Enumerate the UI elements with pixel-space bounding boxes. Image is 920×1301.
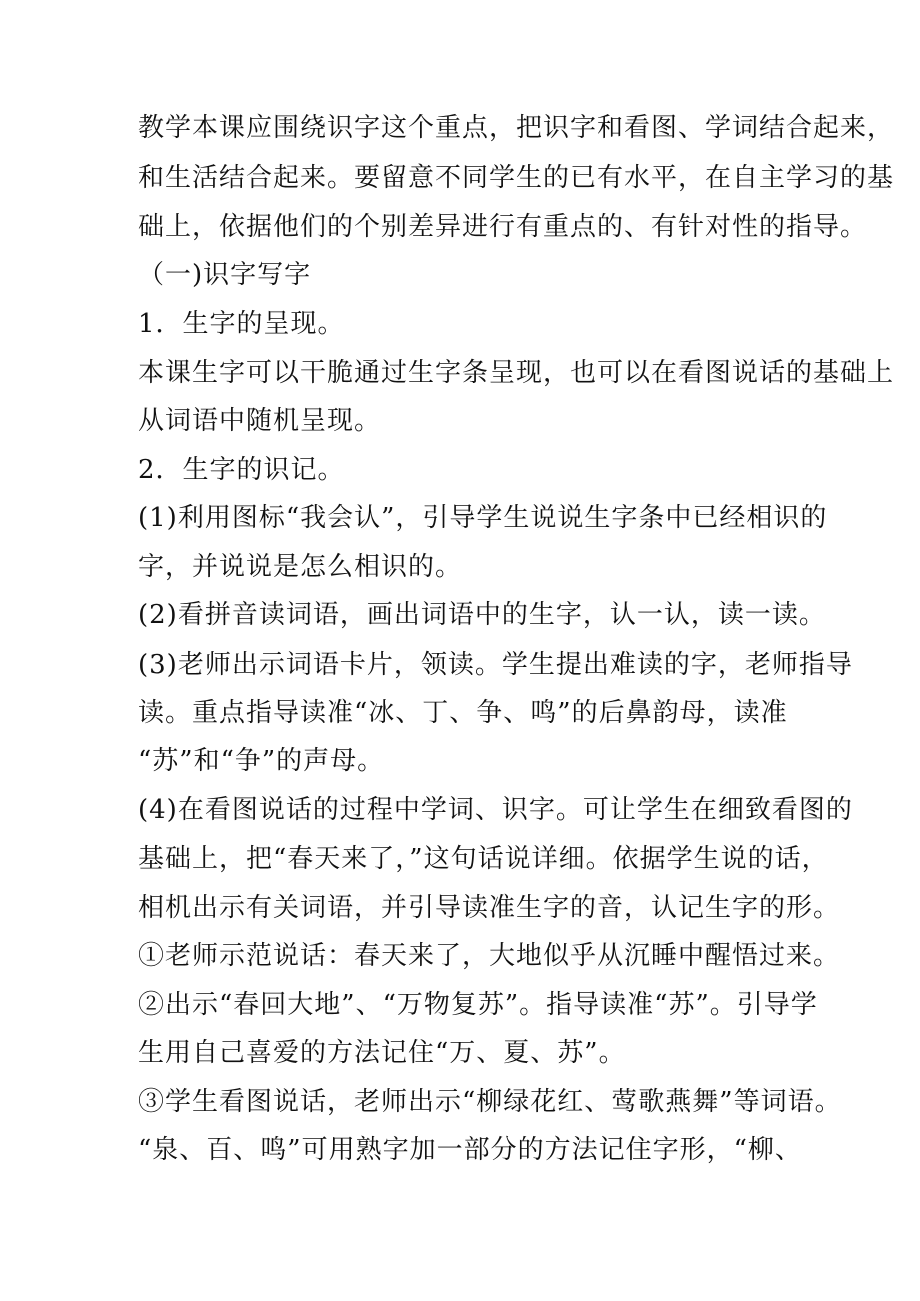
text-line-22: “泉、百、鸣”可用熟字加一部分的方法记住字形，“柳、 [138,1135,802,1165]
text-line-13: 读。重点指导读准“冰、丁、争、鸣”的后鼻韵母，读准 [138,698,788,728]
section-heading: （一)识字写字 [138,260,312,290]
list-item-2: (2)看拼音读词语，画出词语中的生字，认一认，读一读。 [138,600,826,630]
text-line-16: 基础上，把“春天来了，”这句话说详细。依据学生说的话， [138,844,829,874]
text-line-7: 从词语中随机呈现。 [138,406,382,436]
text-line-3: 础上，依据他们的个别差异进行有重点的、有针对性的指导。 [138,212,868,242]
text-line-2: 和生活结合起来。要留意不同学生的已有水平，在自主学习的基 [138,163,895,193]
text-line-20: 生用自己喜爱的方法记住“万、夏、苏”。 [138,1038,626,1068]
subheading-2: 2．生字的识记。 [138,455,345,485]
step-item-1: ①老师示范说话：春天来了，大地似乎从沉睡中醒悟过来。 [138,941,841,971]
text-line-10: 字，并说说是怎么相识的。 [138,552,463,582]
text-line-17: 相机出示有关词语，并引导读准生字的音，认记生字的形。 [138,893,841,923]
list-item-3: (3)老师出示词语卡片，领读。学生提出难读的字，老师指导 [138,650,853,680]
subheading-1: 1．生字的呈现。 [138,309,345,339]
text-line-6: 本课生字可以干脆通过生字条呈现，也可以在看图说话的基础上 [138,358,895,388]
step-item-2: ②出示“春回大地”、“万物复苏”。指导读准“苏”。引导学 [138,990,818,1020]
list-item-1: (1)利用图标“我会认”，引导学生说说生字条中已经相识的 [138,503,828,533]
list-item-4: (4)在看图说话的过程中学词、识字。可让学生在细致看图的 [138,795,853,825]
step-item-3: ③学生看图说话，老师出示“柳绿花红、莺歌燕舞”等词语。 [138,1087,842,1117]
text-line-1: 教学本课应围绕识字这个重点，把识字和看图、学词结合起来， [138,113,895,143]
text-line-14: “苏”和“争”的声母。 [138,746,385,776]
